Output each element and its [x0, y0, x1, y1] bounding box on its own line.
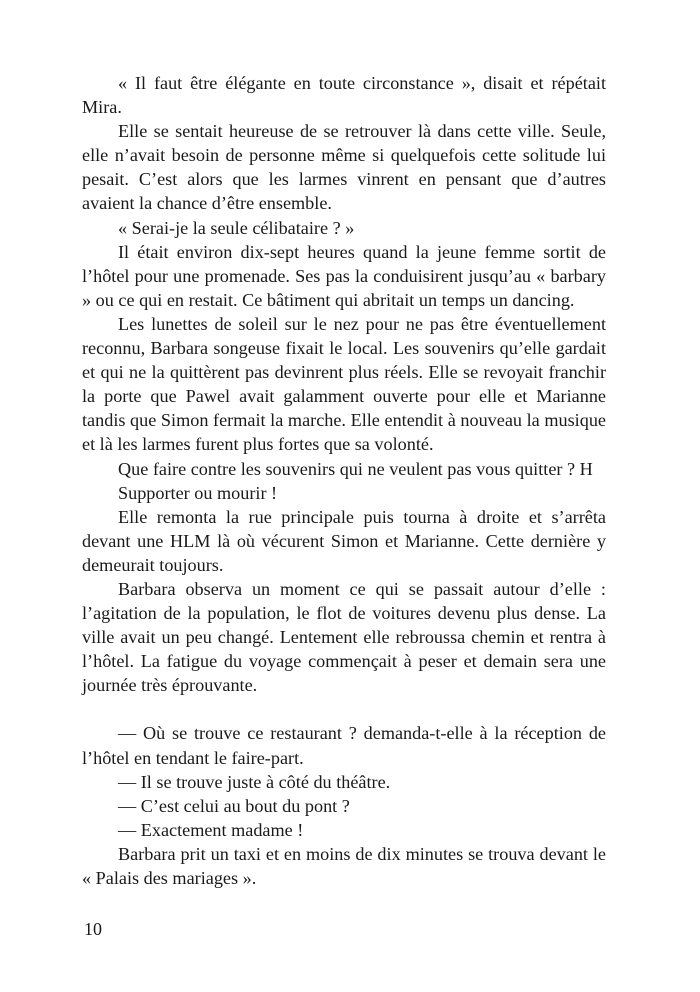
paragraph: Les lunettes de soleil sur le nez pour ne pas être éventuellement reconnu, Barbara songeuse fixait le local. Les souvenirs qu’elle gardait et qui ne la quittèrent pas devinrent plus réels. Elle se revoyait franchir la porte que Pawel avait galamment ouverte pour elle et Marianne tandis que Simon fermait la marche. Elle entendit à nouveau la musique et là les larmes furent plus fortes que sa volonté.	[82, 313, 606, 455]
paragraph: Barbara prit un taxi et en moins de dix minutes se trouva devant le « Palais des mariages ».	[82, 843, 606, 888]
paragraph: Il était environ dix-sept heures quand la jeune femme sortit de l’hôtel pour une promenade. Ses pas la conduisirent jusqu’au « barbary » ou ce qui en restait. Ce bâtiment qui abritait un temps un dancing.	[82, 241, 606, 310]
paragraph: « Il faut être élégante en toute circonstance », disait et répétait Mira.	[82, 73, 606, 118]
body-text	[82, 71, 606, 890]
paragraph: Elle remonta la rue principale puis tourna à droite et s’arrêta devant une HLM là où vécurent Simon et Marianne. Cette dernière y demeurait toujours.	[82, 506, 606, 575]
paragraph: « Serai-je la seule célibataire ? »	[118, 217, 355, 238]
dialogue-line: — Il se trouve juste à côté du théâtre.	[118, 771, 391, 792]
dialogue-line: — Exactement madame !	[118, 819, 304, 840]
dialogue-line: — Où se trouve ce restaurant ? demanda-t-elle à la réception de l’hôtel en tendant le faire-part.	[82, 723, 606, 768]
dialogue-line: — C’est celui au bout du pont ?	[118, 795, 350, 816]
paragraph: Barbara observa un moment ce qui se passait autour d’elle : l’agitation de la population, le flot de voitures devenu plus dense. La ville avait un peu changé. Lentement elle rebroussa chemin et rentra à l’hôtel. La fatigue du voyage commençait à peser et demain sera une journée très éprouvante.	[82, 578, 606, 696]
section-break	[82, 697, 606, 721]
paragraph: Supporter ou mourir !	[118, 482, 278, 503]
paragraph: Elle se sentait heureuse de se retrouver là dans cette ville. Seule, elle n’avait besoin de personne même si quelquefois cette solitude lui pesait. C’est alors que les larmes vinrent en pensant que d’autres avaient la chance d’être ensemble.	[82, 121, 606, 214]
paragraph: Que faire contre les souvenirs qui ne veulent pas vous quitter ? H	[118, 458, 593, 479]
page-number: 10	[84, 919, 102, 939]
